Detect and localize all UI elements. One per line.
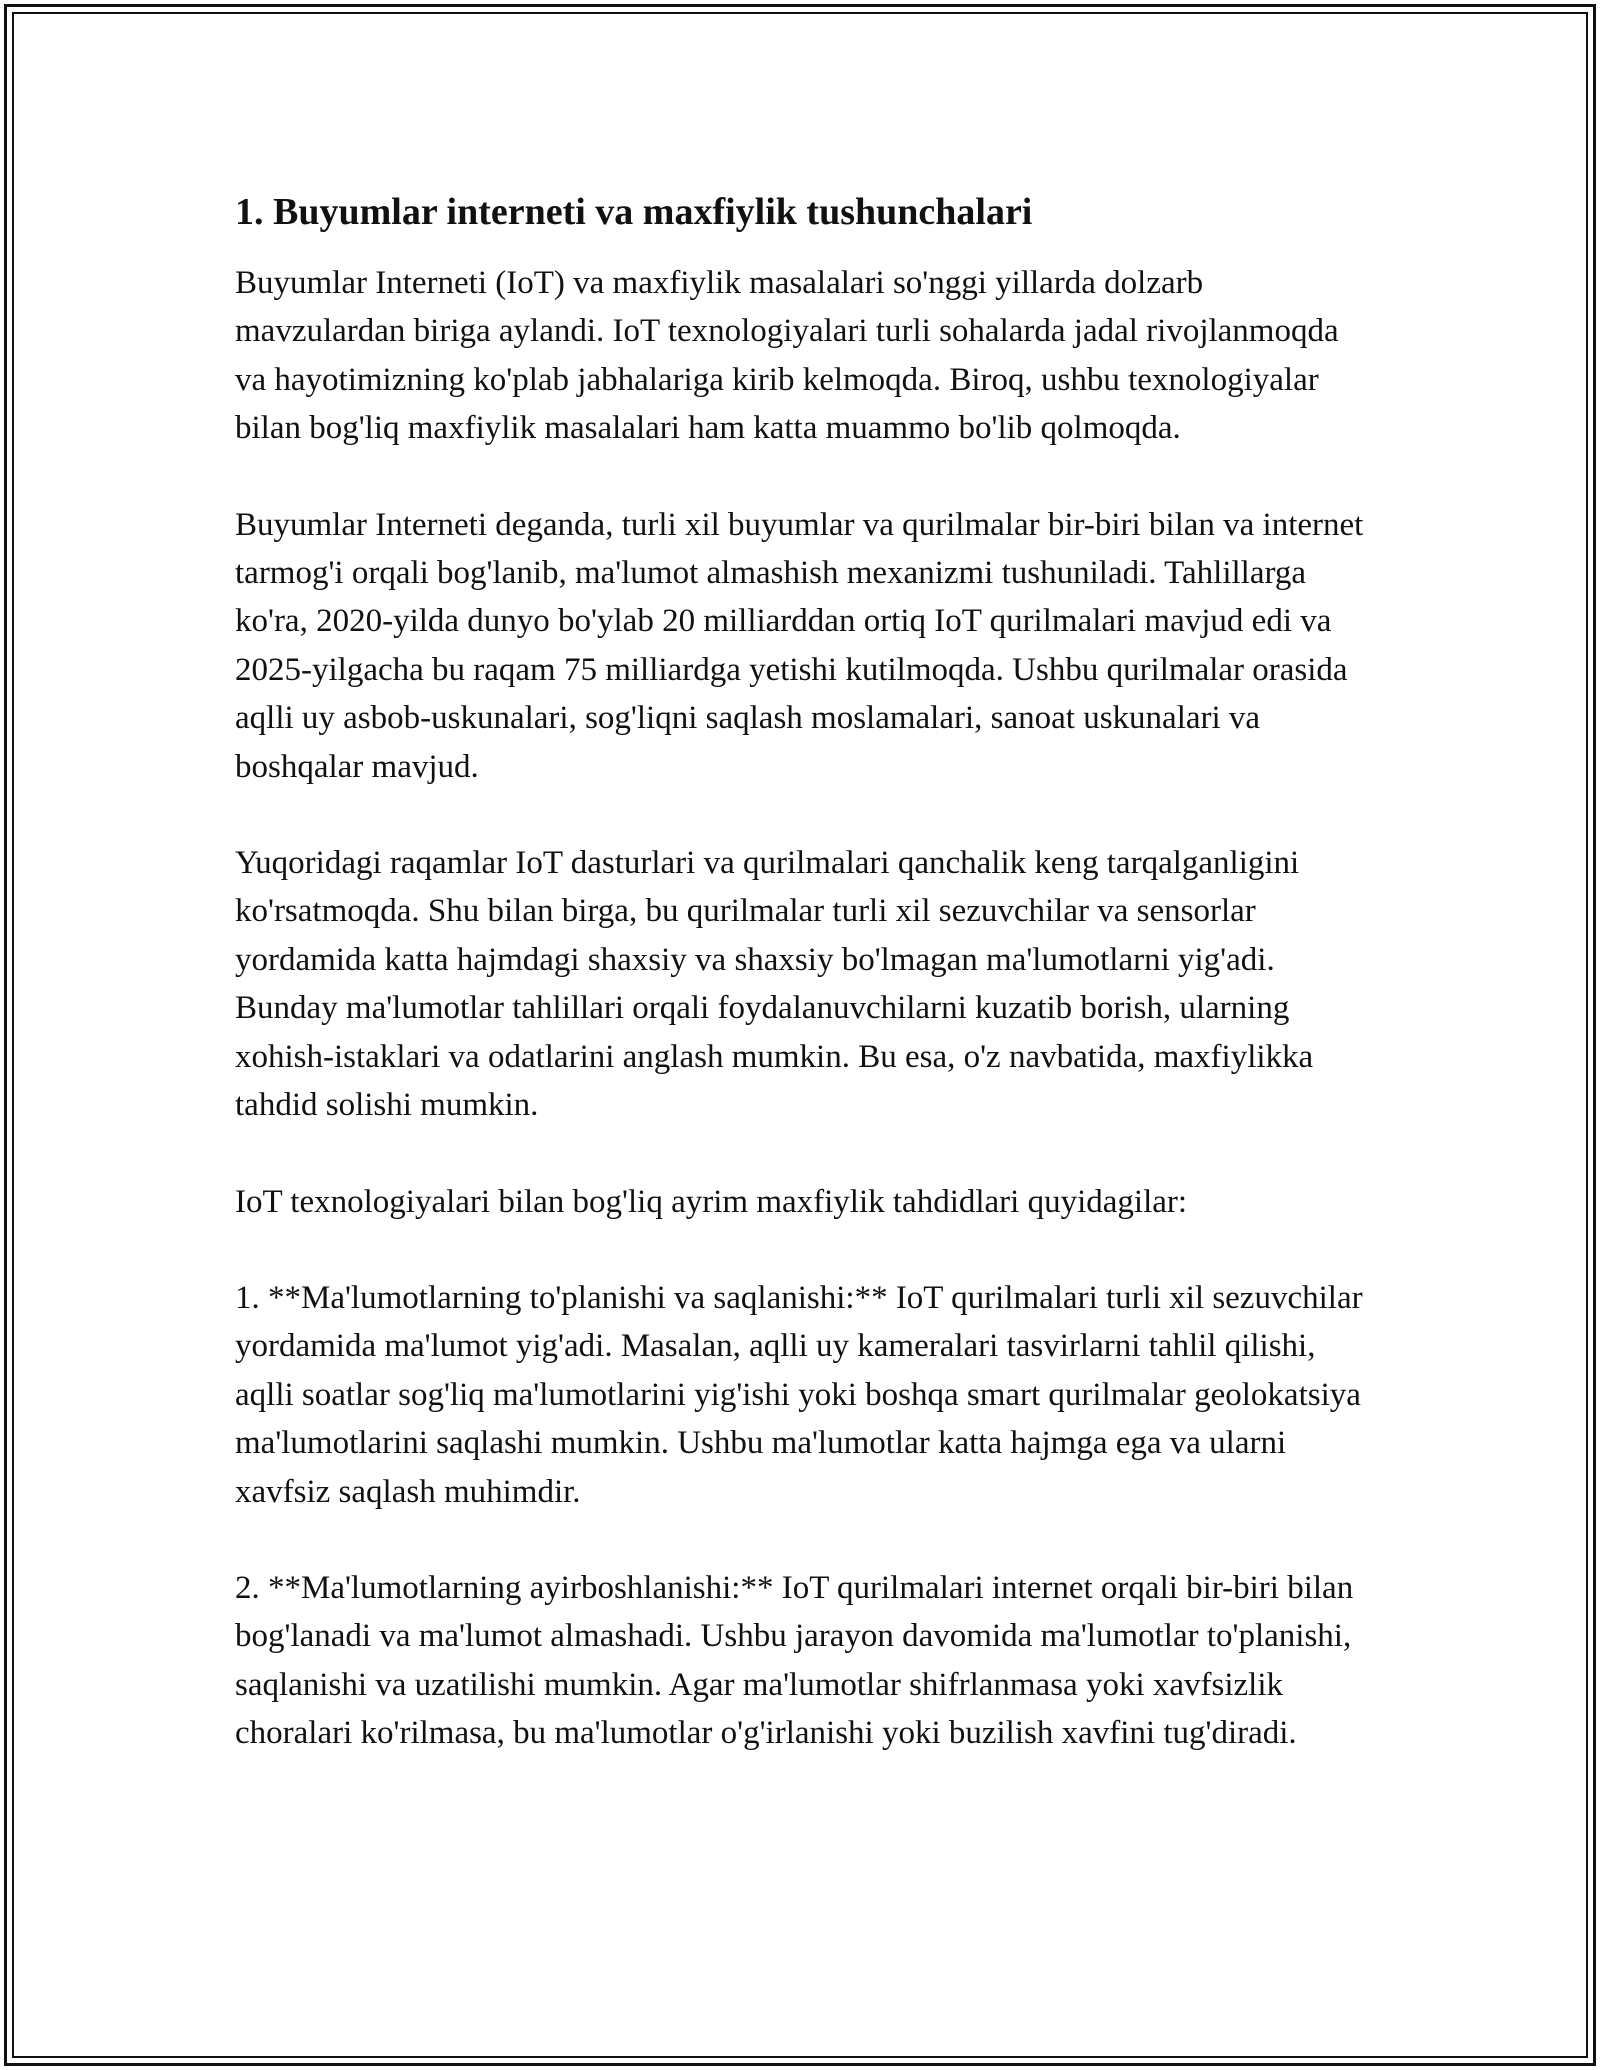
paragraph-threats-intro: IoT texnologiyalari bilan bog'liq ayrim maxfiylik tahdidlari quyidagilar:	[235, 1183, 1188, 1220]
document-body	[235, 187, 1365, 1806]
paragraph-intro: Buyumlar Interneti (IoT) va maxfiylik masalalari so'nggi yillarda dolzarb mavzulardan biriga aylandi. IoT texnologiyalari turli sohalarda jadal rivojlanmoqda va hayotimizning ko'plab jabhalariga kirib kelmoqda. Biroq, ushbu texnologiyalar bilan bog'liq maxfiylik masalalari ham katta muammo bo'lib qolmoqda.	[235, 265, 1339, 447]
paragraph-iot-definition: Buyumlar Interneti deganda, turli xil buyumlar va qurilmalar bir-biri bilan va internet tarmog'i orqali bog'lanib, ma'lumot almashish mexanizmi tushuniladi. Tahlillarga ko'ra, 2020-yilda dunyo bo'ylab 20 milliarddan ortiq IoT qurilmalari mavjud edi va 2025-yilgacha bu raqam 75 milliardga yetishi kutilmoqda. Ushbu qurilmalar orasida aqlli uy asbob-uskunalari, sog'liqni saqlash moslamalari, sanoat uskunalari va boshqalar mavjud.	[235, 506, 1364, 785]
paragraph-data-collection: Yuqoridagi raqamlar IoT dasturlari va qurilmalari qanchalik keng tarqalganligini ko'rsatmoqda. Shu bilan birga, bu qurilmalar turli xil sezuvchilar va sensorlar yordamida katta hajmdagi shaxsiy va shaxsiy bo'lmagan ma'lumotlarni yig'adi. Bunday ma'lumotlar tahlillari orqali foydalanuvchilarni kuzatib borish, ularning xohish-istaklari va odatlarini anglash mumkin. Bu esa, o'z navbatida, maxfiylikka tahdid solishi mumkin.	[235, 845, 1314, 1124]
list-item-threat-1: 1. **Ma'lumotlarning to'planishi va saqlanishi:** IoT qurilmalari turli xil sezuvchilar yordamida ma'lumot yig'adi. Masalan, aqlli uy kameralari tasvirlarni tahlil qilishi, aqlli soatlar sog'liq ma'lumotlarini yig'ishi yoki boshqa smart qurilmalar geolokatsiya ma'lumotlarini saqlashi mumkin. Ushbu ma'lumotlar katta hajmga ega va ularni xavfsiz saqlash muhimdir.	[235, 1279, 1363, 1510]
list-item-threat-2: 2. **Ma'lumotlarning ayirboshlanishi:** IoT qurilmalari internet orqali bir-biri bilan bog'lanadi va ma'lumot almashadi. Ushbu jarayon davomida ma'lumotlar to'planishi, saqlanishi va uzatilishi mumkin. Agar ma'lumotlar shifrlanmasa yoki xavfsizlik choralari ko'rilmasa, bu ma'lumotlar o'g'irlanishi yoki buzilish xavfini tug'diradi.	[235, 1569, 1354, 1752]
section-heading: 1. Buyumlar interneti va maxfiylik tushunchalari	[235, 191, 1033, 233]
